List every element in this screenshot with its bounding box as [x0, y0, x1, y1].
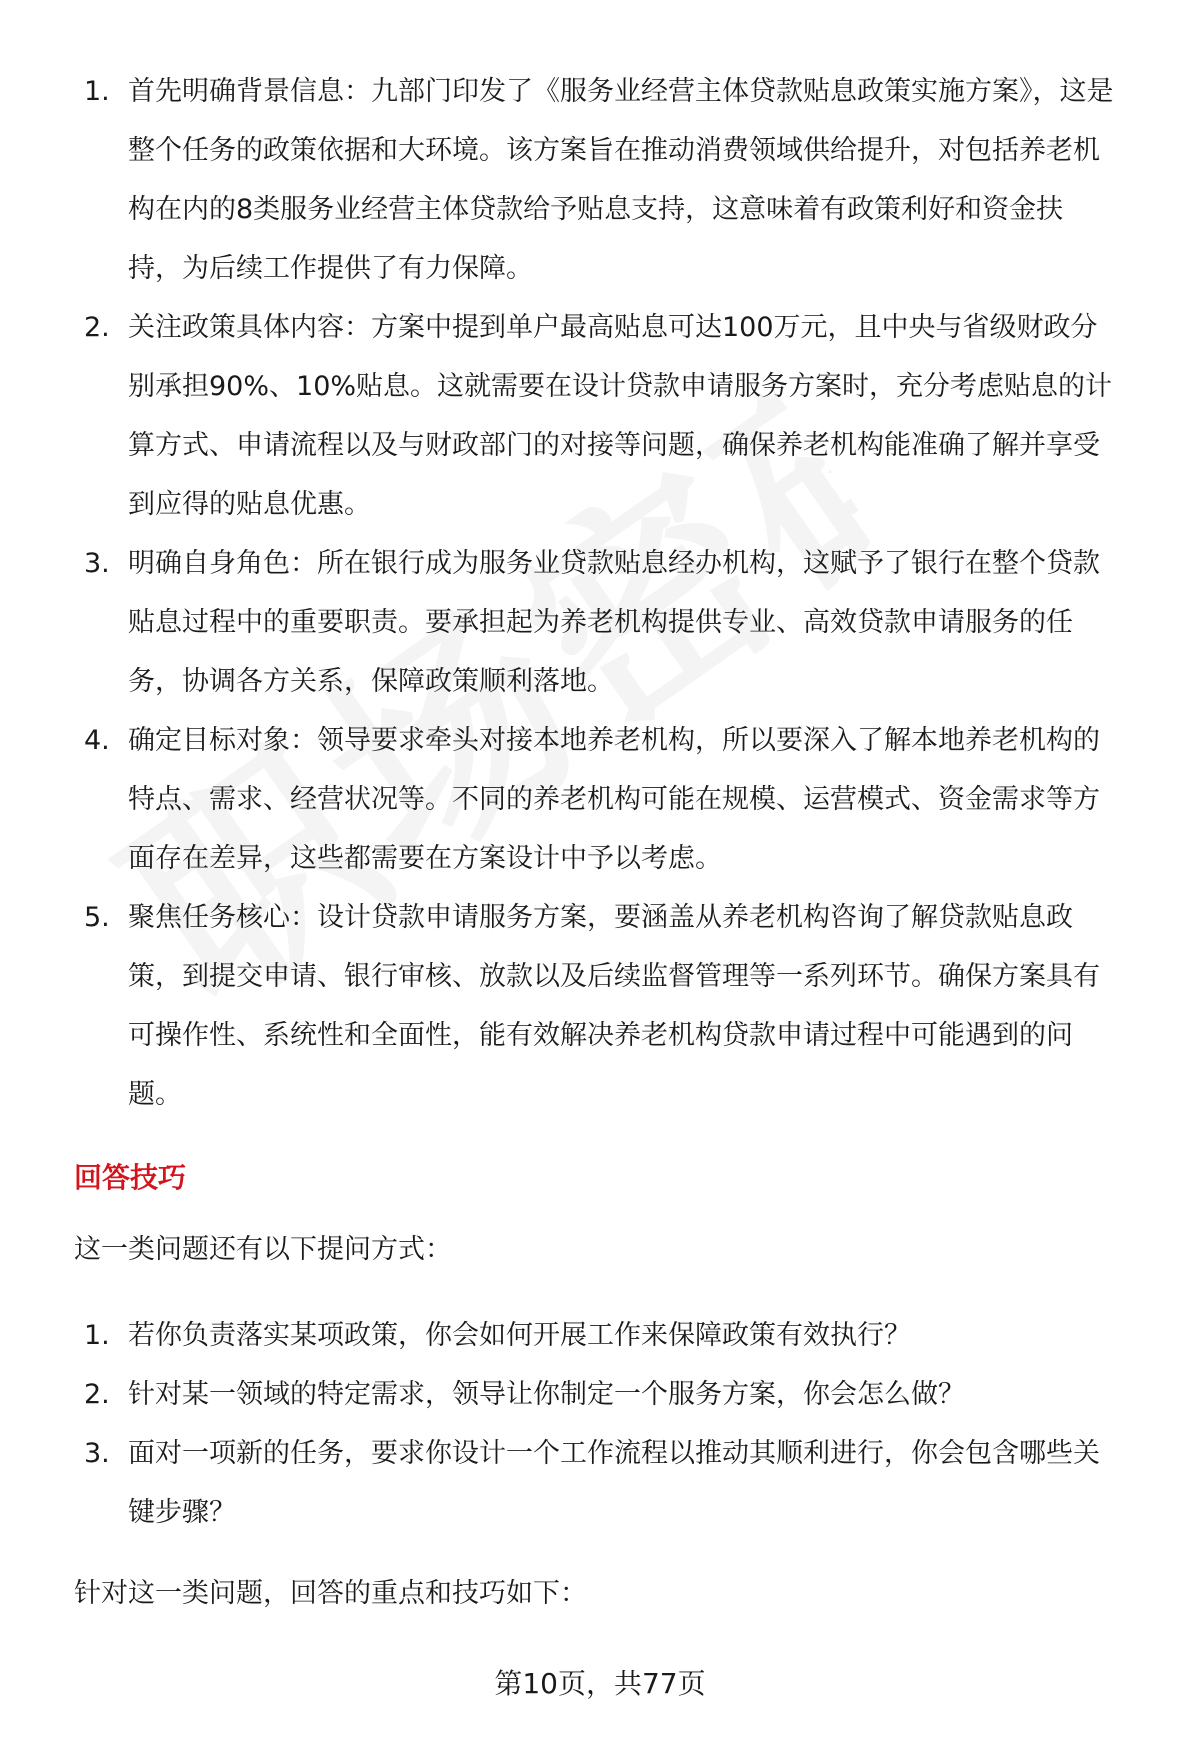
- list-item: [84, 298, 1116, 534]
- list-number: 1.: [84, 76, 110, 107]
- page-footer: 第10页，共77页: [494, 1667, 706, 1700]
- list-item: [84, 62, 1116, 298]
- list-item: [84, 1306, 1116, 1365]
- list-number: 4.: [84, 725, 110, 756]
- intro-paragraph: 这一类问题还有以下提问方式：: [74, 1234, 452, 1265]
- list-item-text: 明确自身角色：所在银行成为服务业贷款贴息经办机构，这赋予了银行在整个贷款贴息过程中的重要职责。要承担起为养老机构提供专业、高效贷款申请服务的任务，协调各方关系，保障政策顺利落地。: [128, 548, 1100, 697]
- list-number: 1.: [84, 1320, 110, 1351]
- list-item-text: 关注政策具体内容：方案中提到单户最高贴息可达100万元，且中央与省级财政分别承担90%、10%贴息。这就需要在设计贷款申请服务方案时，充分考虑贴息的计算方式、申请流程以及与财政部门的对接等问题，确保养老机构能准确了解并享受到应得的贴息优惠。: [128, 312, 1113, 520]
- analysis-list: [84, 62, 1116, 1124]
- list-number: 2.: [84, 1379, 110, 1410]
- list-item-text: 首先明确背景信息：九部门印发了《服务业经营主体贷款贴息政策实施方案》，这是整个任务的政策依据和大环境。该方案旨在推动消费领域供给提升，对包括养老机构在内的8类服务业经营主体贷款给予贴息支持，这意味着有政策利好和资金扶持，为后续工作提供了有力保障。: [128, 76, 1114, 284]
- list-item-text: 面对一项新的任务，要求你设计一个工作流程以推动其顺利进行，你会包含哪些关键步骤？: [128, 1438, 1100, 1528]
- question-list: [84, 1306, 1116, 1542]
- list-number: 3.: [84, 548, 110, 579]
- list-number: 5.: [84, 902, 110, 933]
- list-item: [84, 711, 1116, 888]
- list-item: [84, 1424, 1116, 1542]
- list-item-text: 聚焦任务核心：设计贷款申请服务方案，要涵盖从养老机构咨询了解贷款贴息政策，到提交申请、银行审核、放款以及后续监督管理等一系列环节。确保方案具有可操作性、系统性和全面性，能有效解决养老机构贷款申请过程中可能遇到的问题。: [128, 902, 1100, 1110]
- list-number: 3.: [84, 1438, 110, 1469]
- list-item: [84, 534, 1116, 711]
- section-title: 回答技巧: [74, 1161, 187, 1194]
- list-number: 2.: [84, 312, 110, 343]
- list-item-text: 针对某一领域的特定需求，领导让你制定一个服务方案，你会怎么做？: [128, 1379, 965, 1410]
- list-item-text: 确定目标对象：领导要求牵头对接本地养老机构，所以要深入了解本地养老机构的特点、需求、经营状况等。不同的养老机构可能在规模、运营模式、资金需求等方面存在差异，这些都需要在方案设计中予以考虑。: [128, 725, 1100, 874]
- list-item: [84, 1365, 1116, 1424]
- closing-paragraph: 针对这一类问题，回答的重点和技巧如下：: [74, 1578, 587, 1609]
- list-item-text: 若你负责落实某项政策，你会如何开展工作来保障政策有效执行？: [128, 1320, 911, 1351]
- list-item: [84, 888, 1116, 1124]
